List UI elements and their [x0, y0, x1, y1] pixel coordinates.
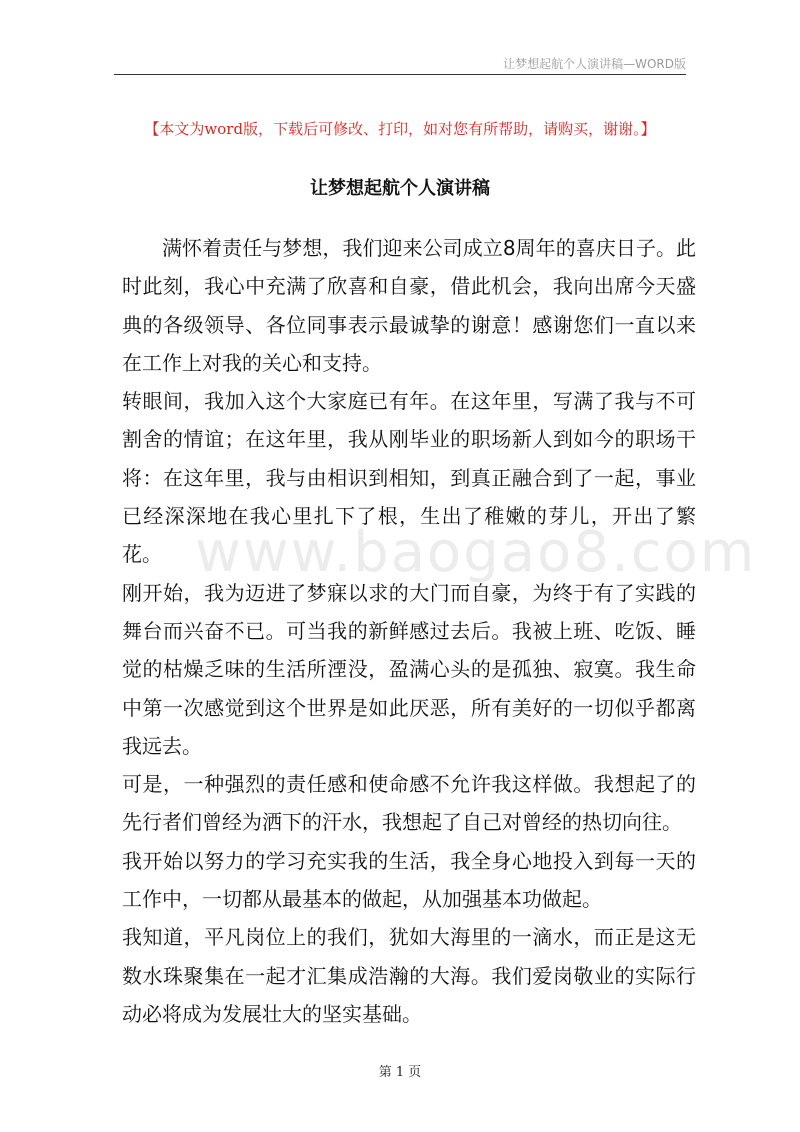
document-title: 让梦想起航个人演讲稿	[310, 178, 490, 199]
page-number: 第 1 页	[378, 1065, 422, 1080]
watermark: www.baogao8.com	[195, 520, 757, 585]
paragraph: 刚开始，我为迈进了梦寐以求的大门而自豪，为终于有了实践的舞台而兴奋不已。可当我的新鲜感过去后。我被上班、吃饭、睡觉的枯燥乏味的生活所湮没，盈满心头的是孤独、寂寞。我生命中第一次感觉到这个世界是如此厌恶，所有美好的一切似乎都离我远去。	[122, 580, 696, 758]
paragraph: 满怀着责任与梦想，我们迎来公司成立8周年的喜庆日子。此时此刻，我心中充满了欣喜和自豪，借此机会，我向出席今天盛典的各级领导、各位同事表示最诚挚的谢意！感谢您们一直以来在工作上对我的关心和支持。	[122, 236, 696, 375]
header-divider	[114, 74, 686, 75]
document-body	[122, 229, 696, 1033]
paragraph: 我知道，平凡岗位上的我们，犹如大海里的一滴水，而正是这无数水珠聚集在一起才汇集成浩瀚的大海。我们爱岗敬业的实际行动必将成为发展壮大的坚实基础。	[122, 925, 696, 1026]
download-notice: 【本文为word版，下载后可修改、打印，如对您有所帮助，请购买，谢谢。】	[144, 120, 656, 138]
paragraph: 转眼间，我加入这个大家庭已有年。在这年里，写满了我与不可割舍的情谊；在这年里，我从刚毕业的职场新人到如今的职场干将：在这年里，我与由相识到相知，到真正融合到了一起，事业已经深深地在我心里扎下了根，生出了稚嫩的芽儿，开出了繁花。	[122, 389, 696, 567]
running-header: 让梦想起航个人演讲稿—WORD版	[503, 57, 686, 71]
paragraph: 我开始以努力的学习充实我的生活，我全身心地投入到每一天的工作中，一切都从最基本的做起，从加强基本功做起。	[122, 848, 696, 912]
paragraph: 可是，一种强烈的责任感和使命感不允许我这样做。我想起了的先行者们曾经为洒下的汗水，我想起了自己对曾经的热切向往。	[122, 772, 696, 835]
